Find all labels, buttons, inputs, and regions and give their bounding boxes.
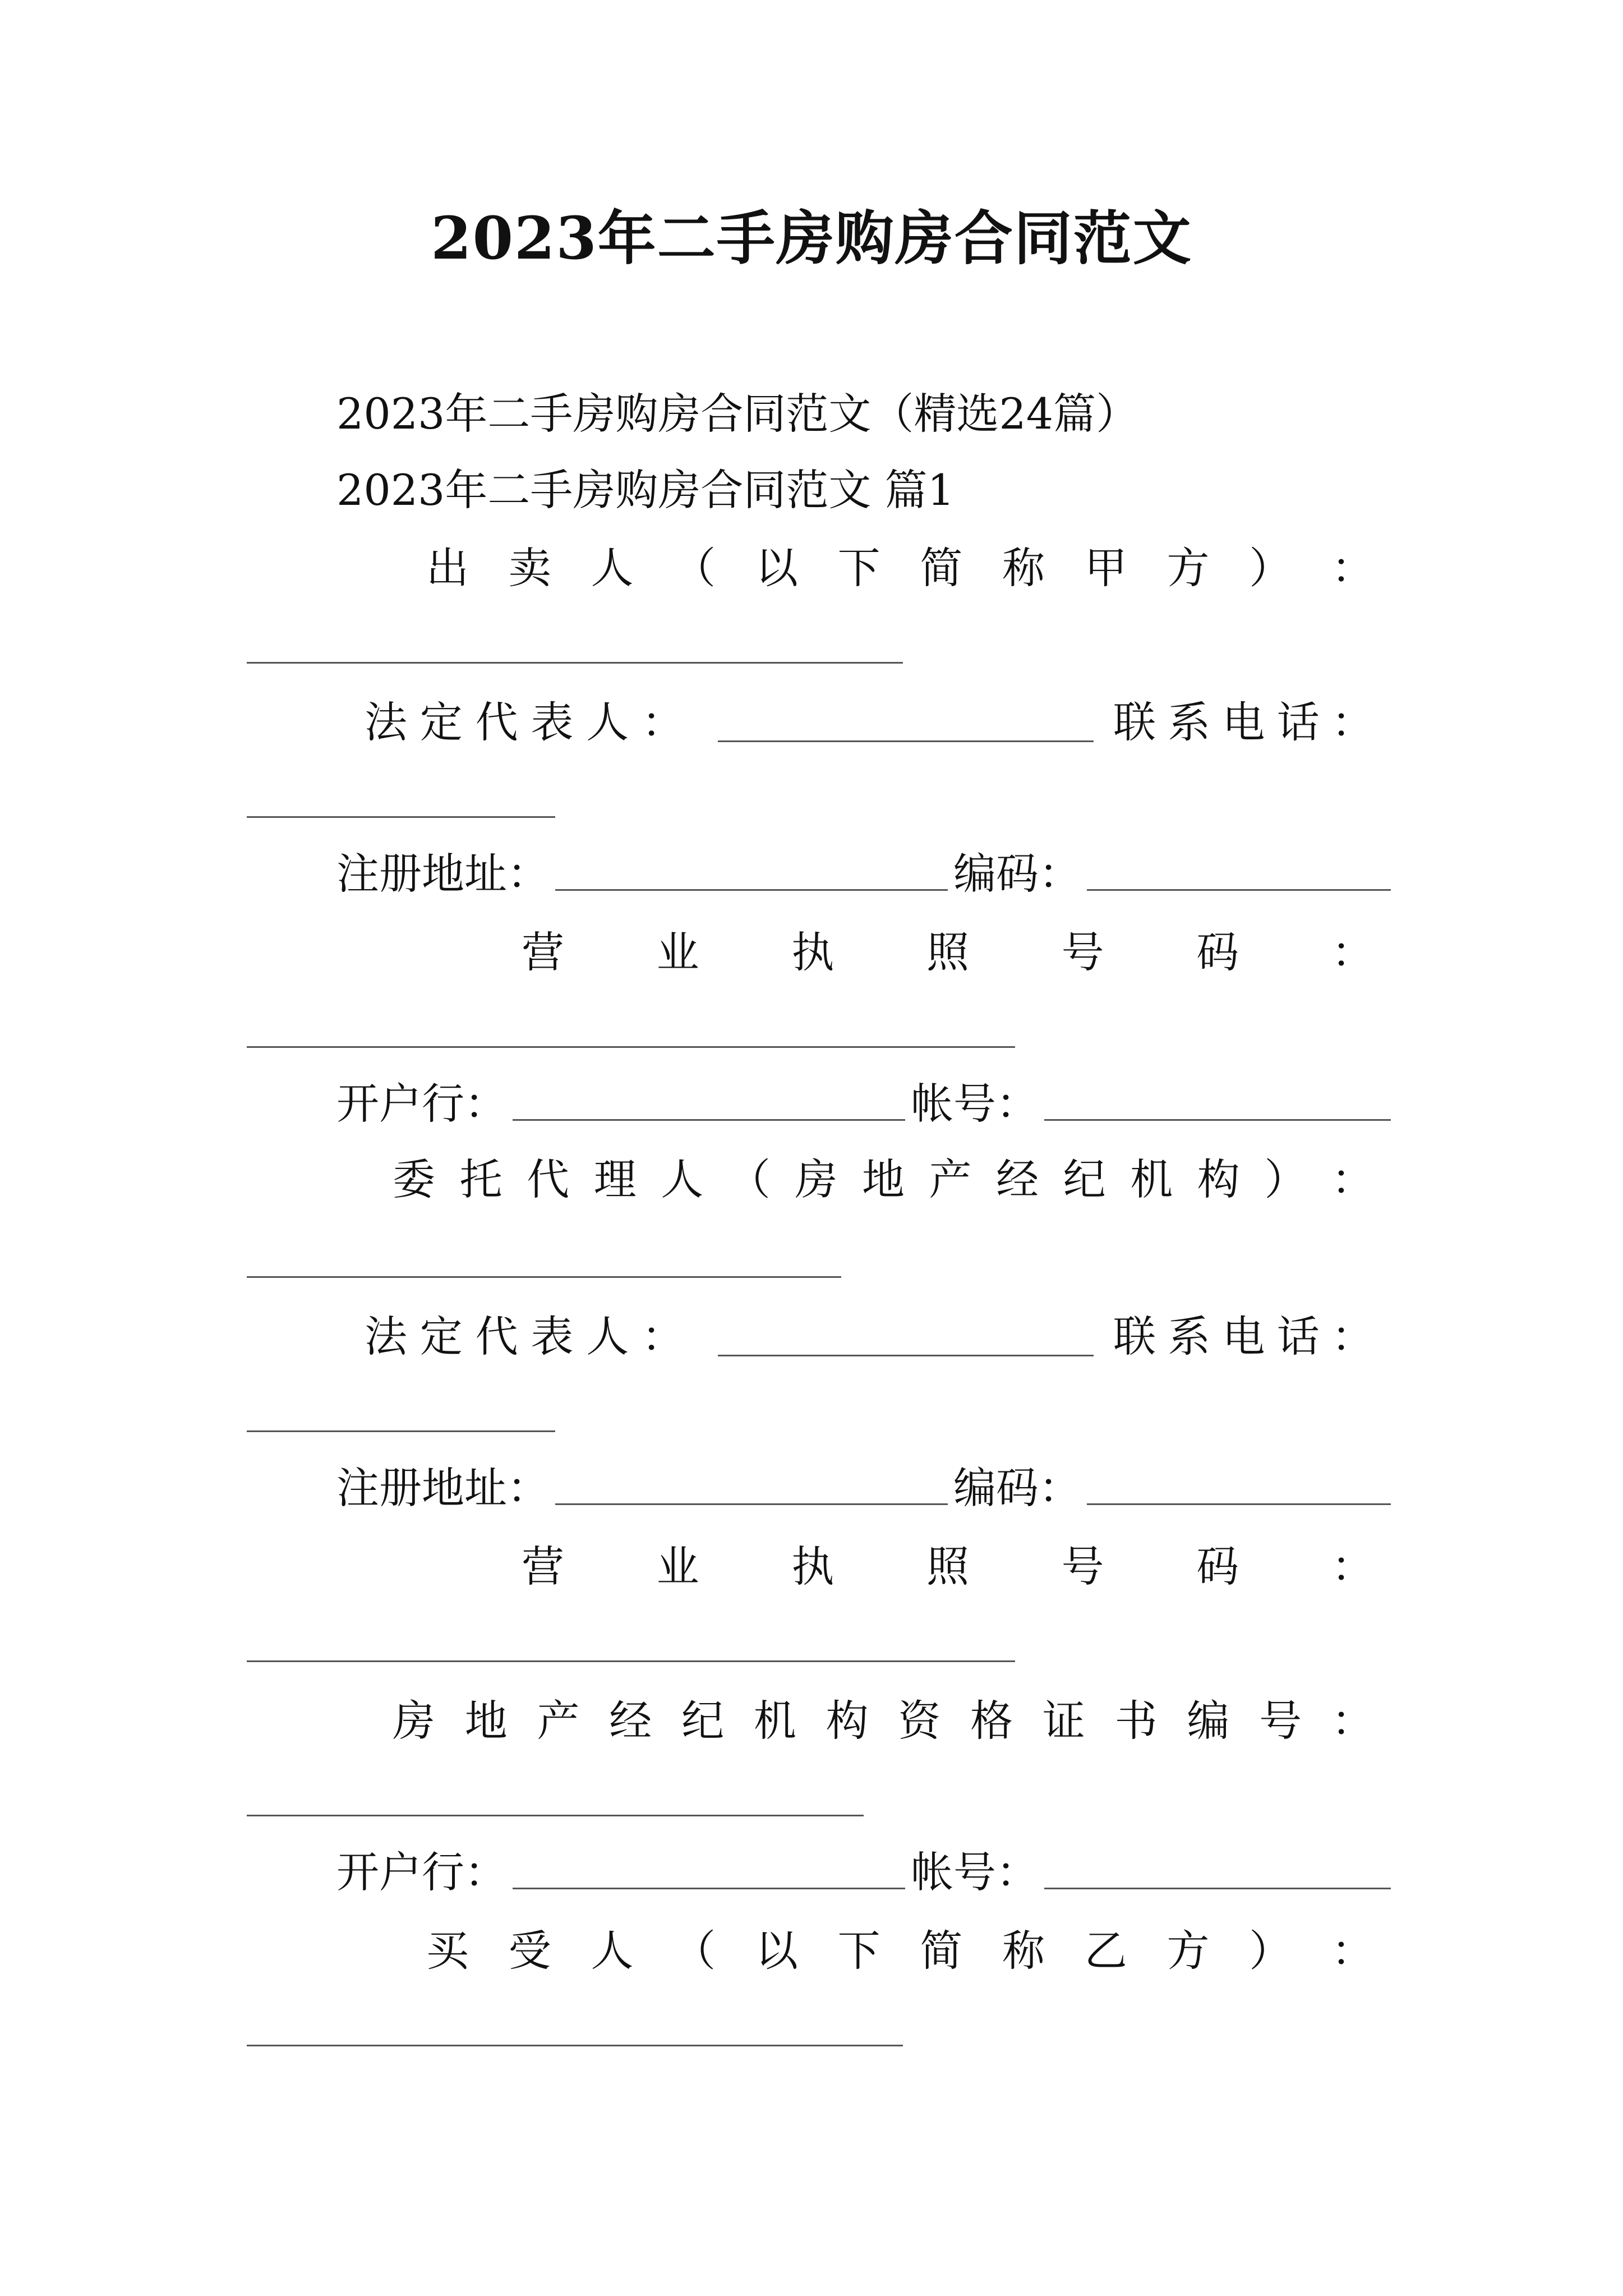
agent-phone-label: 联 系 电 话 ：	[1113, 1312, 1374, 1361]
agent-license-field[interactable]	[247, 1660, 1015, 1662]
agent-account-field[interactable]	[1044, 1888, 1391, 1889]
phone-label: 联 系 电 话 ：	[1113, 697, 1374, 747]
section-heading: 2023年二手房购房合同范文 篇1	[336, 465, 955, 515]
agent-reg-address-field[interactable]	[555, 1503, 948, 1505]
buyer-name-field[interactable]	[247, 2045, 903, 2046]
seller-label: 出 卖 人 （ 以 下 简 称 甲 方 ） ：	[426, 543, 1374, 593]
bank-row	[336, 1077, 1391, 1131]
agent-legal-rep-label: 法 定 代 表 人 ：	[365, 1312, 684, 1361]
seller-name-field[interactable]	[247, 662, 903, 664]
agent-reg-address-row	[336, 1461, 1391, 1515]
agent-postcode-label: 编码：	[953, 1463, 1081, 1513]
agent-postcode-field[interactable]	[1087, 1503, 1391, 1505]
agency-cert-field[interactable]	[247, 1815, 864, 1816]
postcode-label: 编码：	[953, 849, 1081, 899]
agent-label: 委 托 代 理 人 （ 房 地 产 经 纪 机 构 ） ：	[393, 1154, 1374, 1204]
phone-field[interactable]	[247, 816, 555, 818]
intro-line: 2023年二手房购房合同范文（精选24篇）	[336, 389, 1139, 439]
agent-bank-label: 开户行：	[336, 1847, 507, 1897]
agent-account-label: 帐号：	[911, 1847, 1039, 1897]
agent-bank-field[interactable]	[513, 1888, 905, 1889]
bank-label: 开户行：	[336, 1079, 507, 1129]
agency-cert-label: 房 地 产 经 纪 机 构 资 格 证 书 编 号 ：	[393, 1696, 1374, 1746]
buyer-label: 买 受 人 （ 以 下 简 称 乙 方 ） ：	[426, 1926, 1374, 1976]
agent-phone-field[interactable]	[247, 1430, 555, 1432]
legal-rep-label: 法 定 代 表 人 ：	[365, 697, 684, 747]
agent-reg-address-label: 注册地址：	[336, 1463, 550, 1513]
legal-rep-field[interactable]	[718, 740, 1094, 742]
reg-address-field[interactable]	[555, 889, 948, 891]
agent-legal-rep-field[interactable]	[718, 1355, 1094, 1356]
bank-field[interactable]	[513, 1119, 905, 1121]
reg-address-label: 注册地址：	[336, 849, 550, 899]
agent-bank-row	[336, 1846, 1391, 1899]
reg-address-row	[336, 847, 1391, 901]
agent-license-label: 营 业 执 照 号 码 ：	[522, 1542, 1374, 1591]
postcode-field[interactable]	[1087, 889, 1391, 891]
agent-name-field[interactable]	[247, 1276, 841, 1278]
document-title: 2023年二手房购房合同范文	[431, 204, 1192, 273]
account-label: 帐号：	[911, 1079, 1039, 1129]
license-field[interactable]	[247, 1046, 1015, 1048]
account-field[interactable]	[1044, 1119, 1391, 1121]
license-label: 营 业 执 照 号 码 ：	[522, 927, 1374, 977]
